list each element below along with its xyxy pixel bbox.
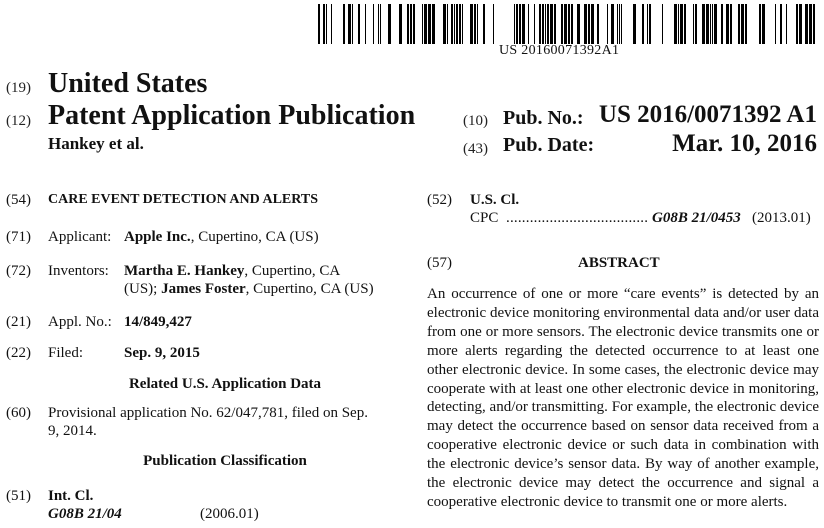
pub-no: US 2016/0071392 A1 xyxy=(598,101,817,128)
related-data-heading: Related U.S. Application Data xyxy=(128,376,322,392)
abstract-heading: ABSTRACT xyxy=(578,255,660,271)
provisional-line-2: 9, 2014. xyxy=(48,423,97,439)
barcode-number: US 20160071392A1 xyxy=(499,43,620,58)
us-cl-code: (52) xyxy=(427,192,452,208)
pub-no-label: Pub. No.: xyxy=(503,107,584,129)
title-code: (54) xyxy=(6,192,31,208)
int-cl-class: G08B 21/04 xyxy=(48,506,122,522)
pub-date-label: Pub. Date: xyxy=(503,134,595,156)
invention-title: CARE EVENT DETECTION AND ALERTS xyxy=(48,192,318,207)
inventor-country-1: (US); xyxy=(124,281,162,297)
applicant-label: Applicant: xyxy=(48,229,112,245)
authors: Hankey et al. xyxy=(48,134,144,153)
provisional-code: (60) xyxy=(6,405,31,421)
country-code: (19) xyxy=(6,80,31,96)
country: United States xyxy=(48,68,208,99)
int-cl-code: (51) xyxy=(6,488,31,504)
publication-type: Patent Application Publication xyxy=(48,100,416,131)
applicant-location: , Cupertino, CA (US) xyxy=(190,229,319,245)
inventors-line-1 xyxy=(124,263,340,280)
inventor-name-1: Martha E. Hankey xyxy=(124,263,245,279)
inventors-line-2 xyxy=(124,281,374,298)
appl-no-value: 14/849,427 xyxy=(124,314,192,330)
pub-date-code: (43) xyxy=(463,141,488,157)
filed-label: Filed: xyxy=(48,345,84,361)
provisional-line-1: Provisional application No. 62/047,781, filed on Sep. xyxy=(48,405,368,421)
cpc-label: CPC xyxy=(470,210,499,226)
pub-no-code: (10) xyxy=(463,113,488,129)
cpc-leader-dots: .................................... xyxy=(506,210,649,226)
appl-no-code: (21) xyxy=(6,314,31,330)
int-cl-label: Int. Cl. xyxy=(48,488,94,504)
cpc-year: (2013.01) xyxy=(752,210,811,226)
us-cl-label: U.S. Cl. xyxy=(470,192,520,208)
appl-no-label: Appl. No.: xyxy=(48,314,112,330)
filed-code: (22) xyxy=(6,345,31,361)
abstract-code: (57) xyxy=(427,255,452,271)
pub-type-code: (12) xyxy=(6,113,31,129)
inventor-location-2: , Cupertino, CA (US) xyxy=(245,281,374,297)
pub-date: Mar. 10, 2016 xyxy=(672,130,817,157)
cpc-class: G08B 21/0453 xyxy=(652,210,741,226)
applicant-value xyxy=(124,229,319,246)
applicant-code: (71) xyxy=(6,229,31,245)
inventors-code: (72) xyxy=(6,263,31,279)
pub-class-heading: Publication Classification xyxy=(143,453,307,469)
filed-value: Sep. 9, 2015 xyxy=(124,345,200,361)
inventor-name-2: James Foster xyxy=(161,281,246,297)
inventors-label: Inventors: xyxy=(48,263,109,279)
barcode-image xyxy=(318,4,818,44)
int-cl-year: (2006.01) xyxy=(200,506,259,522)
abstract-text: An occurrence of one or more “care events” is detected by an electronic device monitoring environmental data and/or user data from one or more sensors. The electronic device transmits one or more alerts regarding the detected occurrence to at least one other electronic device. In some cases, the electronic device may cooperate with at least one other electronic device in monitoring, detecting, and/or transmitting. For example, the electronic device may detect the occurrence based on sensor data received from a cooperative electronic device or such data in combination with the electronic device’s sensor data. By way of another example, the electronic device may detect the occurrence and signal a cooperative electronic device to transmit one or more alerts. xyxy=(427,286,819,510)
applicant-name: Apple Inc. xyxy=(124,229,191,245)
inventor-location-1: , Cupertino, CA xyxy=(244,263,341,279)
